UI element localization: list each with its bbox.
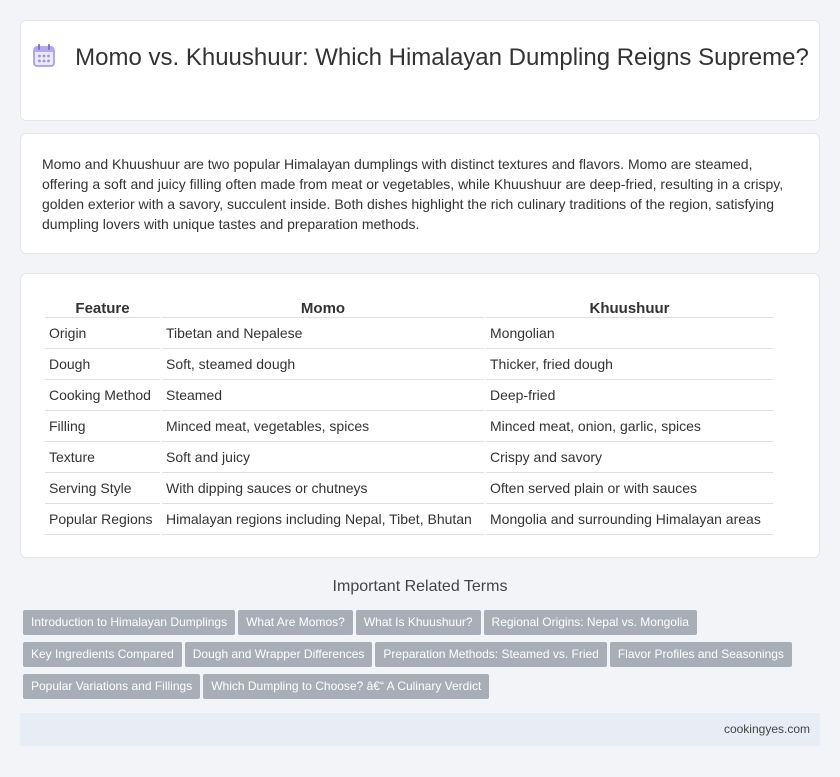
momo-cell: Tibetan and Nepalese	[162, 318, 484, 349]
momo-cell: Minced meat, vegetables, spices	[162, 411, 484, 442]
calendar-icon	[31, 43, 57, 69]
momo-cell: Himalayan regions including Nepal, Tibet, Bhutan	[162, 504, 484, 535]
khuushuur-cell: Minced meat, onion, garlic, spices	[486, 411, 773, 442]
header-khuushuur: Khuushuur	[486, 296, 773, 318]
related-terms-heading: Important Related Terms	[332, 578, 508, 595]
table-row	[45, 380, 773, 411]
related-term-tag[interactable]: Preparation Methods: Steamed vs. Fried	[375, 642, 606, 667]
comparison-table	[43, 296, 775, 535]
header-momo: Momo	[162, 296, 484, 318]
momo-cell: Soft, steamed dough	[162, 349, 484, 380]
feature-cell: Texture	[45, 442, 160, 473]
feature-cell: Filling	[45, 411, 160, 442]
related-term-tag[interactable]: Flavor Profiles and Seasonings	[610, 642, 792, 667]
header-feature: Feature	[45, 296, 160, 318]
table-row	[45, 349, 773, 380]
khuushuur-cell: Mongolia and surrounding Himalayan areas	[486, 504, 773, 535]
feature-cell: Origin	[45, 318, 160, 349]
khuushuur-cell: Thicker, fried dough	[486, 349, 773, 380]
khuushuur-cell: Often served plain or with sauces	[486, 473, 773, 504]
khuushuur-cell: Mongolian	[486, 318, 773, 349]
intro-paragraph: Momo and Khuushuur are two popular Himalayan dumplings with distinct textures and flavors. Momo are steamed, offering a soft and juicy filling often made from meat or vegetables, while Khuushuur are deep-fried, resulting in a crispy, golden exterior with a savory, succulent inside. Both dishes highlight the rich culinary traditions of the region, satisfying dumpling lovers with unique tastes and preparation methods.	[42, 156, 784, 232]
table-row	[45, 473, 773, 504]
intro-card	[20, 133, 820, 254]
feature-cell: Serving Style	[45, 473, 160, 504]
header-card	[20, 20, 820, 121]
footer	[20, 713, 820, 746]
feature-cell: Cooking Method	[45, 380, 160, 411]
momo-cell: With dipping sauces or chutneys	[162, 473, 484, 504]
comparison-card	[20, 273, 820, 558]
related-term-tag[interactable]: Dough and Wrapper Differences	[185, 642, 373, 667]
related-term-tag[interactable]: Introduction to Himalayan Dumplings	[23, 610, 235, 635]
feature-cell: Popular Regions	[45, 504, 160, 535]
related-term-tag[interactable]: Regional Origins: Nepal vs. Mongolia	[484, 610, 697, 635]
page-title: Momo vs. Khuushuur: Which Himalayan Dumpling Reigns Supreme?	[75, 44, 809, 71]
table-row	[45, 411, 773, 442]
table-row	[45, 318, 773, 349]
table-row	[45, 442, 773, 473]
related-terms-list	[23, 610, 823, 706]
feature-cell: Dough	[45, 349, 160, 380]
momo-cell: Soft and juicy	[162, 442, 484, 473]
related-term-tag[interactable]: What Are Momos?	[238, 610, 353, 635]
momo-cell: Steamed	[162, 380, 484, 411]
related-term-tag[interactable]: Which Dumpling to Choose? â€“ A Culinary Verdict	[203, 674, 489, 699]
table-row	[45, 504, 773, 535]
footer-site-link[interactable]: cookingyes.com	[723, 722, 810, 736]
related-term-tag[interactable]: Key Ingredients Compared	[23, 642, 182, 667]
table-header-row	[45, 296, 773, 318]
khuushuur-cell: Crispy and savory	[486, 442, 773, 473]
related-term-tag[interactable]: Popular Variations and Fillings	[23, 674, 200, 699]
khuushuur-cell: Deep-fried	[486, 380, 773, 411]
related-term-tag[interactable]: What Is Khuushuur?	[356, 610, 481, 635]
header	[21, 43, 819, 72]
